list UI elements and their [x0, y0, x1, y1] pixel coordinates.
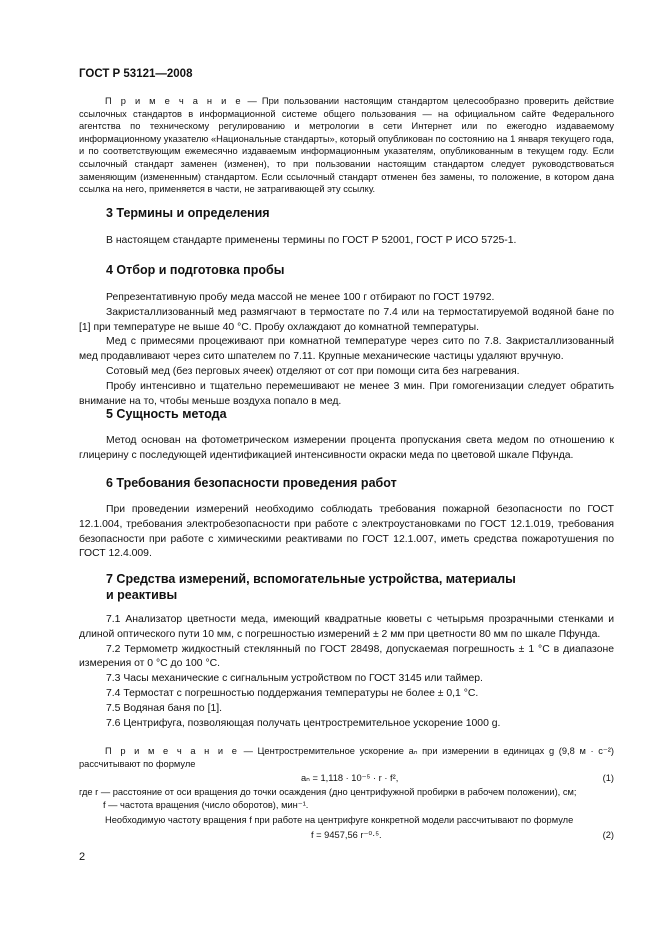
formula-1-number: (1) [602, 773, 614, 784]
section-5-body [79, 434, 614, 464]
note-text: — При пользовании настоящим стандартом целесообразно проверить действие ссылочных стандартов в информационной системе общего пользования — на официальном сайте Федерального агентства по техническому регулированию и метрологии в сети Интернет или по ежегодно издаваемому информационному указателю «Национальные стандарты», который опубликован по состоянию на 1 января текущего года, и по соответствующим ежемесячно издаваемым информационным указателям, опубликованным в текущем году. Если ссылочный стандарт заменен (изменен), то при пользовании настоящим стандартом следует руководствоваться заменяющим (измененным) стандартом. Если ссылочный стандарт отменен без замены, то положение, в котором дана ссылка на него, применяется в части, не затрагивающей эту ссылку. [79, 96, 614, 195]
section-4-title: 4 Отбор и подготовка пробы [106, 263, 285, 277]
s7-item-7-1: 7.1 Анализатор цветности меда, имеющий квадратные кюветы с четырьмя прозрачными стенками и длиной оптического пути 10 мм, с погрешностью измерений ± 2 мм при цветности 80 мм по шкале Пфунда. [79, 614, 614, 640]
section-4 [79, 262, 614, 278]
s7-item-7-2: 7.2 Термометр жидкостный стеклянный по ГОСТ 28498, допускаемая погрешность ± 1 °С в диапазоне измерения от 0 °С до 100 °С. [79, 643, 614, 670]
s4-paragraph-1: Репрезентативную пробу меда массой не менее 100 г отбирают по ГОСТ 19792. [106, 292, 495, 303]
section-3-title: 3 Термины и определения [106, 206, 270, 220]
note-label: П р и м е ч а н и е [105, 96, 243, 106]
note-standards [79, 95, 614, 196]
section-6 [79, 475, 614, 491]
s6-paragraph: При проведении измерений необходимо соблюдать требования пожарной безопасности по ГОСТ 12.1.004, требования электробезопасности при работе с электроустановками по ГОСТ 12.1.019, требования безопасности при работе с химическими реактивами по ГОСТ 12.1.007, иметь средства пожаротушения по ГОСТ 12.4.009. [79, 504, 614, 560]
frequency-text: Необходимую частоту вращения f при работе на центрифуге конкретной модели рассчитывают по формуле [105, 815, 574, 826]
s7-item-7-3: 7.3 Часы механические с сигнальным устройством по ГОСТ 3145 или таймер. [106, 673, 483, 685]
s4-paragraph-2: Закристаллизованный мед размягчают в термостате по 7.4 или на термостатируемой водяной бане по [1] при температуре не выше 40 °С. Пробу охлаждают до комнатной температуры. [79, 306, 614, 333]
section-3 [79, 205, 614, 221]
document-header: ГОСТ Р 53121—2008 [79, 68, 193, 80]
s7-item-7-5: 7.5 Водяная баня по [1]. [106, 702, 223, 714]
note-centrifuge [79, 745, 614, 843]
s7-item-7-6: 7.6 Центрифуга, позволяющая получать центростремительное ускорение 1000 g. [106, 717, 501, 729]
section-3-body [79, 234, 614, 249]
section-7 [79, 571, 614, 603]
s3-paragraph: В настоящем стандарте применены термины по ГОСТ Р 52001, ГОСТ Р ИСО 5725-1. [106, 235, 517, 246]
note2-label: П р и м е ч а н и е [105, 746, 239, 756]
formula-2-expression: f = 9457,56 r⁻⁰·⁵. [311, 829, 382, 840]
section-4-body [79, 291, 614, 409]
s4-paragraph-4: Сотовый мед (без перговых ячеек) отделяют от сот при помощи сита без нагревания. [106, 365, 520, 377]
s4-paragraph-3: Мед с примесями процеживают при комнатной температуре через сито по 7.8. Закристаллизованный мед продавливают через сито шпателем по 7.11. Крупные механические частицы удаляют вручную. [79, 336, 614, 363]
where-r: где r — расстояние от оси вращения до точки осаждения (дно центрифужной пробирки в рабочем положении), см; [79, 787, 577, 798]
section-5 [79, 406, 614, 422]
formula-2-number: (2) [602, 829, 614, 840]
where-f: f — частота вращения (число оборотов), мин⁻¹. [103, 799, 309, 810]
section-7-title-line2: и реактивы [106, 588, 178, 602]
section-7-title-line1: 7 Средства измерений, вспомогательные устройства, материалы [106, 572, 516, 586]
formula-2 [79, 827, 614, 843]
formula-1-expression: aₙ = 1,118 · 10⁻⁵ · r · f², [301, 773, 399, 784]
section-5-title: 5 Сущность метода [106, 407, 227, 421]
section-7-body [79, 613, 614, 731]
formula-1 [79, 770, 614, 786]
note2-text: — Центростремительное ускорение aₙ при измерении в единицах g (9,8 м · с⁻²) рассчитывают по формуле [79, 746, 614, 769]
s4-paragraph-5: Пробу интенсивно и тщательно перемешивают не менее 3 мин. При гомогенизации следует обратить внимание на то, чтобы меньше воздуха попало в мед. [79, 380, 614, 407]
s5-paragraph: Метод основан на фотометрическом измерении процента пропускания света медом по отношению к глицерину с последующей идентификацией интенсивности окраски меда по цветовой шкале Пфунда. [79, 435, 614, 461]
section-6-title: 6 Требования безопасности проведения работ [106, 476, 397, 490]
page-number: 2 [79, 851, 86, 863]
section-6-body [79, 503, 614, 562]
s7-item-7-4: 7.4 Термостат с погрешностью поддержания температуры не более ± 0,1 °С. [106, 687, 479, 699]
